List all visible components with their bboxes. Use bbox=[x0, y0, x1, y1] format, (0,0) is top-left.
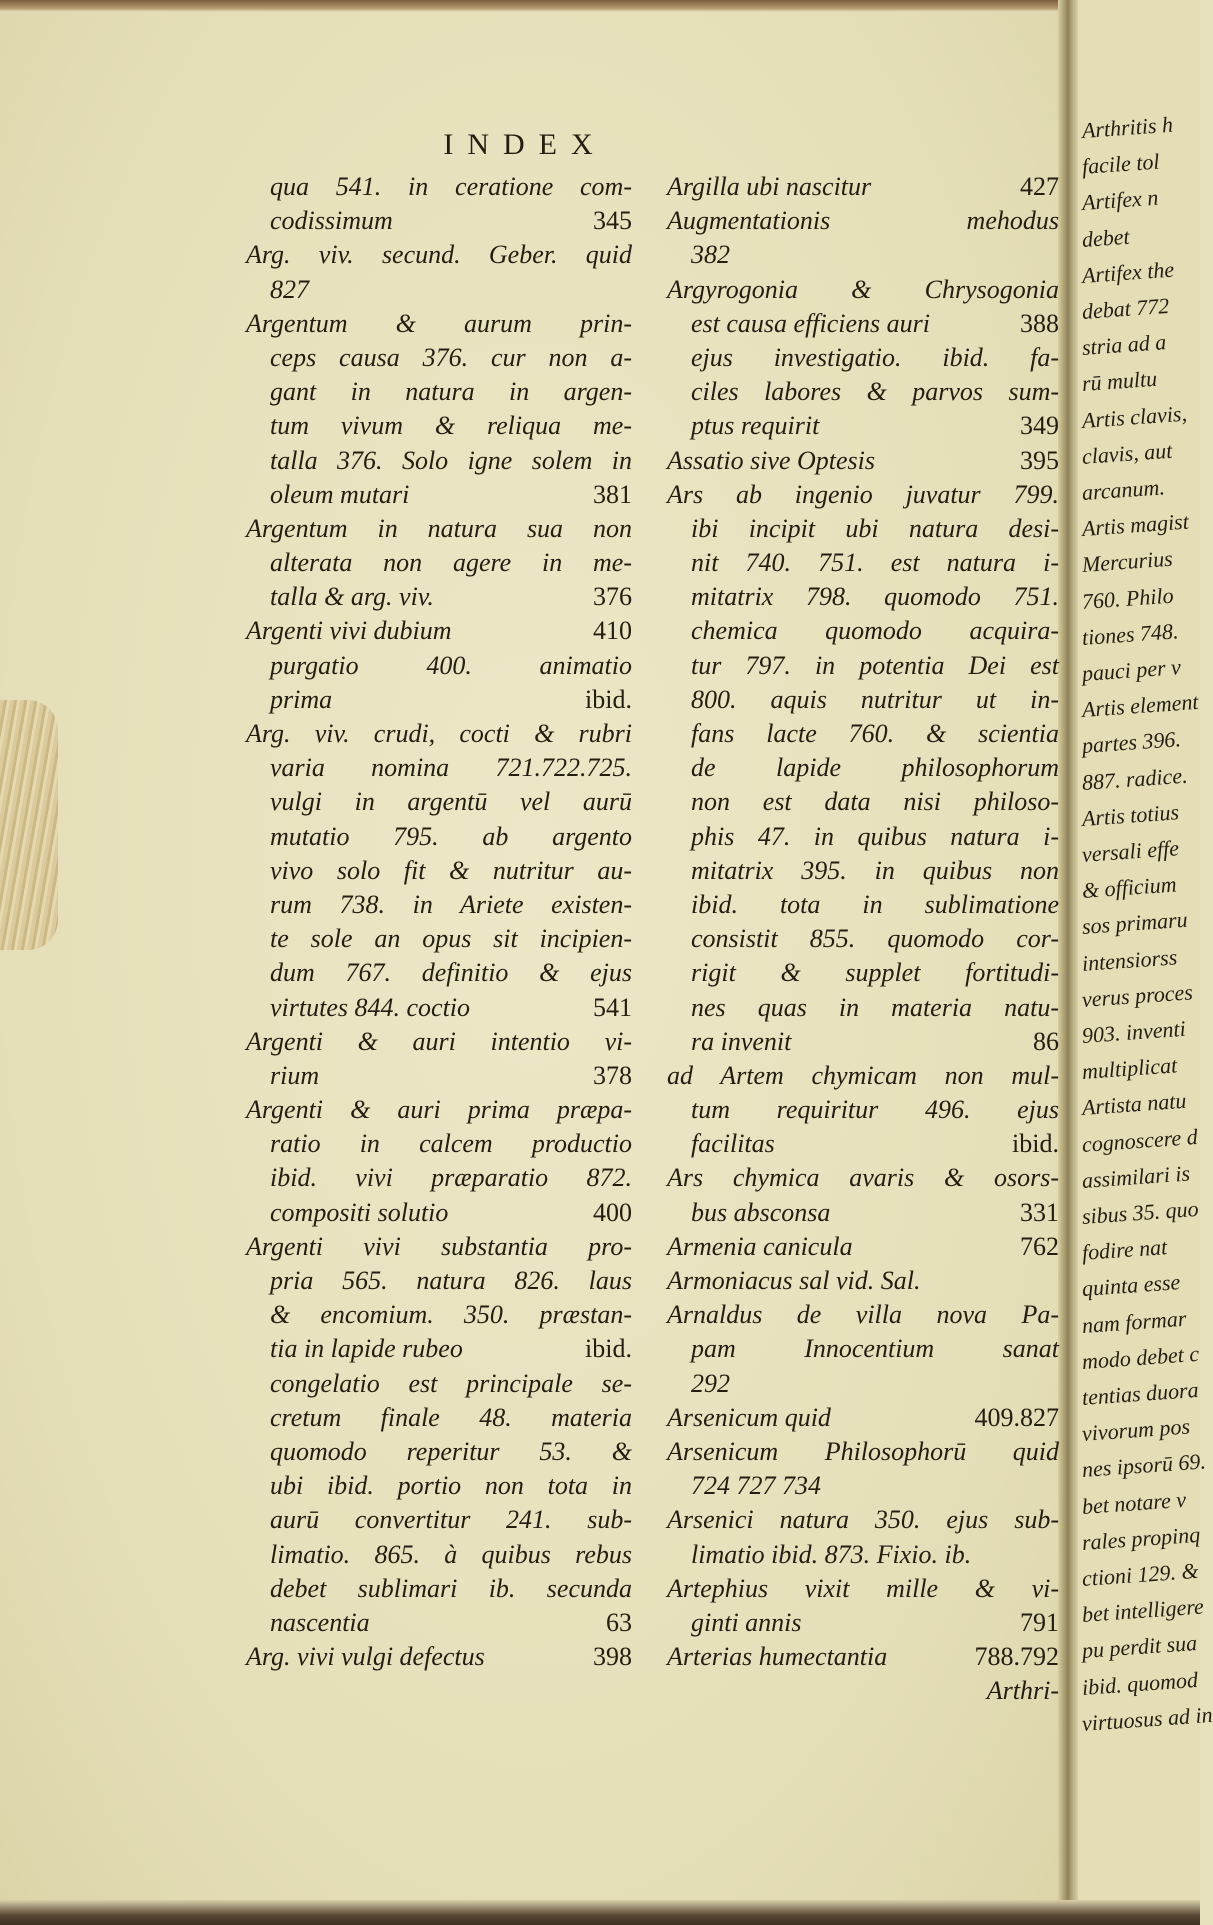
index-entry bbox=[667, 1264, 1059, 1298]
page-reference: 63 bbox=[606, 1607, 632, 1637]
index-entry bbox=[667, 444, 1059, 478]
page-reference: 788.792 bbox=[974, 1642, 1059, 1672]
page-reference: 400 bbox=[593, 1197, 632, 1227]
index-line: Arnaldus de villa nova Pa- bbox=[667, 1300, 1059, 1330]
index-line: gant in natura in argen- bbox=[270, 377, 632, 407]
index-line: congelatio est principale se- bbox=[270, 1368, 632, 1398]
entry-text: Armenia canicula bbox=[667, 1231, 853, 1261]
index-line bbox=[246, 478, 632, 512]
index-line: debet sublimari ib. secunda bbox=[270, 1573, 632, 1603]
index-entry bbox=[246, 307, 632, 512]
index-line: vulgi in argentū vel aurū bbox=[270, 787, 632, 817]
index-line: ad Artem chymicam non mul- bbox=[667, 1060, 1059, 1090]
facing-page-fragment: arcanum. bbox=[1081, 474, 1166, 505]
index-entry bbox=[667, 170, 1059, 204]
index-entry bbox=[667, 1435, 1059, 1503]
index-line: te sole an opus sit incipien- bbox=[270, 924, 632, 954]
entry-text: compositi solutio bbox=[270, 1197, 449, 1227]
index-line bbox=[667, 444, 1059, 478]
index-line: tum requiritur 496. ejus bbox=[691, 1095, 1059, 1125]
index-line: 827 bbox=[270, 274, 309, 304]
facing-page-fragment: nam formar bbox=[1081, 1305, 1188, 1338]
page-reference: 409.827 bbox=[974, 1402, 1059, 1432]
index-line: Armoniacus sal vid. Sal. bbox=[667, 1266, 921, 1295]
index-line bbox=[667, 170, 1059, 204]
facing-page-fragment: verus proces bbox=[1081, 979, 1194, 1012]
facing-page-fragment: rales propinq bbox=[1081, 1521, 1201, 1555]
index-line: Augmentationis mehodus bbox=[667, 206, 1059, 236]
index-entry bbox=[246, 1093, 632, 1230]
index-line: talla 376. Solo igne solem in bbox=[270, 445, 632, 475]
entry-text: codissimum bbox=[270, 206, 393, 236]
index-entry bbox=[667, 1572, 1059, 1640]
index-line: ejus investigatio. ibid. fa- bbox=[691, 342, 1059, 372]
index-line: Argenti & auri intentio vi- bbox=[246, 1026, 632, 1056]
facing-page-fragment: debat 772 bbox=[1081, 292, 1171, 324]
facing-page-fragment: virtuosus ad in bbox=[1081, 1701, 1213, 1736]
book-gutter bbox=[1058, 0, 1080, 1925]
index-line: Argyrogonia & Chrysogonia bbox=[667, 274, 1059, 304]
page-reference: 388 bbox=[1020, 308, 1059, 338]
index-line bbox=[667, 409, 1059, 443]
index-line: chemica quomodo acquira- bbox=[691, 616, 1059, 646]
index-line: purgatio 400. animatio bbox=[270, 650, 632, 680]
index-entry bbox=[667, 1298, 1059, 1401]
index-line: & encomium. 350. præstan- bbox=[270, 1300, 632, 1330]
index-line: limatio. 865. à quibus rebus bbox=[270, 1539, 632, 1569]
index-line: cretum finale 48. materia bbox=[270, 1402, 632, 1432]
index-line: limatio ibid. 873. Fixio. ib. bbox=[691, 1539, 972, 1569]
facing-page-fragment: pu perdit sua bbox=[1081, 1630, 1198, 1664]
index-line: ratio in calcem productio bbox=[270, 1129, 632, 1159]
entry-text: Arterias humectantia bbox=[667, 1642, 888, 1672]
index-line: Argentum in natura sua non bbox=[246, 513, 632, 543]
entry-text: Argenti vivi dubium bbox=[246, 616, 452, 646]
index-line: mutatio 795. ab argento bbox=[270, 821, 632, 851]
index-line: 800. aquis nutritur ut in- bbox=[691, 684, 1059, 714]
page-reference: 410 bbox=[593, 616, 632, 646]
index-line: nit 740. 751. est natura i- bbox=[691, 548, 1059, 578]
index-line bbox=[667, 1127, 1059, 1161]
index-entry bbox=[667, 1640, 1059, 1674]
index-line: de lapide philosophorum bbox=[691, 753, 1059, 783]
facing-page-fragment: & officium bbox=[1081, 871, 1178, 904]
entry-text: talla & arg. viv. bbox=[270, 582, 434, 612]
index-line: 382 bbox=[691, 240, 730, 270]
entry-text: Assatio sive Optesis bbox=[667, 445, 875, 475]
index-line: quomodo reperitur 53. & bbox=[270, 1436, 632, 1466]
facing-page-fragment: modo debet c bbox=[1081, 1340, 1200, 1374]
index-line bbox=[667, 1640, 1059, 1674]
index-line: ibid. vivi præparatio 872. bbox=[270, 1163, 632, 1193]
entry-text: tia in lapide rubeo bbox=[270, 1334, 463, 1364]
index-line: qua 541. in ceratione com- bbox=[270, 172, 632, 201]
index-line: mitatrix 798. quomodo 751. bbox=[691, 582, 1059, 612]
index-line: tum vivum & reliqua me- bbox=[270, 411, 632, 441]
page-reference: 381 bbox=[593, 479, 632, 509]
paper-tab-scrap bbox=[0, 700, 58, 950]
facing-page-fragment: Artis magist bbox=[1081, 508, 1190, 542]
entry-text: nascentia bbox=[270, 1607, 370, 1637]
facing-page-fragment: 903. inventi bbox=[1081, 1015, 1187, 1048]
page-reference: 331 bbox=[1020, 1197, 1059, 1227]
facing-page-fragment: stria ad a bbox=[1081, 329, 1167, 361]
index-column-right bbox=[667, 170, 1059, 1708]
page-reference: 541 bbox=[593, 992, 632, 1022]
facing-page-fragment: 760. Philo bbox=[1081, 582, 1175, 614]
index-line: Arsenici natura 350. ejus sub- bbox=[667, 1505, 1059, 1535]
index-entry bbox=[667, 1401, 1059, 1435]
index-line: Arg. viv. crudi, cocti & rubri bbox=[246, 719, 632, 748]
index-line bbox=[667, 1230, 1059, 1264]
facing-page-fragment: Artifex n bbox=[1081, 185, 1160, 216]
index-line: rum 738. in Ariete existen- bbox=[270, 889, 632, 919]
index-line bbox=[246, 1640, 632, 1674]
index-line: nes quas in materia natu- bbox=[691, 992, 1059, 1022]
entry-text: ptus requirit bbox=[691, 411, 820, 441]
entry-text: facilitas bbox=[691, 1129, 775, 1159]
index-entry bbox=[667, 204, 1059, 272]
index-line bbox=[246, 991, 632, 1025]
facing-page-fragment: ibid. quomod bbox=[1081, 1666, 1199, 1700]
index-line: Arsenicum Philosophorū quid bbox=[667, 1436, 1059, 1466]
facing-page-fragment: facile tol bbox=[1081, 148, 1161, 180]
facing-page-fragment: sos primaru bbox=[1081, 907, 1189, 940]
entry-text: Arg. vivi vulgi defectus bbox=[246, 1642, 485, 1672]
facing-page-fragment: cognoscere d bbox=[1081, 1123, 1199, 1157]
page-reference: 762 bbox=[1020, 1231, 1059, 1261]
entry-text: oleum mutari bbox=[270, 479, 410, 509]
facing-page-fragment: 887. radice. bbox=[1081, 762, 1189, 795]
facing-page-fragment: partes 396. bbox=[1081, 726, 1182, 759]
index-line: 292 bbox=[691, 1368, 730, 1398]
facing-page-fragment: nes ipsorū 69. bbox=[1081, 1448, 1207, 1483]
index-line: Ars chymica avaris & osors- bbox=[667, 1163, 1059, 1193]
index-line: Ars ab ingenio juvatur 799. bbox=[667, 479, 1059, 509]
page-reference: 378 bbox=[593, 1060, 632, 1090]
index-line bbox=[667, 307, 1059, 341]
index-line: mitatrix 395. in quibus non bbox=[691, 855, 1059, 885]
facing-page-fragment: fodire nat bbox=[1081, 1234, 1168, 1266]
page-top-edge bbox=[0, 0, 1200, 12]
facing-page-fragment: vivorum pos bbox=[1081, 1413, 1191, 1447]
facing-page-fragment: debet bbox=[1081, 223, 1131, 252]
index-entry bbox=[667, 478, 1059, 1059]
entry-text: virtutes 844. coctio bbox=[270, 992, 471, 1022]
index-entry bbox=[246, 717, 632, 1025]
facing-page-fragment: Artista natu bbox=[1081, 1088, 1188, 1121]
index-line: aurū convertitur 241. sub- bbox=[270, 1505, 632, 1535]
index-entry bbox=[246, 1230, 632, 1640]
index-line: rigit & supplet fortitudi- bbox=[691, 958, 1059, 988]
index-line: varia nomina 721.722.725. bbox=[270, 753, 632, 783]
index-line: Artephius vixit mille & vi- bbox=[667, 1573, 1059, 1603]
entry-text: Arsenicum quid bbox=[667, 1402, 831, 1432]
facing-page-fragment: Mercurius bbox=[1081, 546, 1174, 578]
index-line: consistit 855. quomodo cor- bbox=[691, 924, 1059, 954]
page-reference: ibid. bbox=[585, 1334, 632, 1364]
page-reference: ibid. bbox=[1012, 1129, 1059, 1159]
index-line: 724 727 734 bbox=[691, 1471, 821, 1501]
entry-text: prima bbox=[270, 684, 333, 714]
index-line: alterata non agere in me- bbox=[270, 548, 632, 578]
page-bottom-edge bbox=[0, 1900, 1200, 1925]
index-line: Argenti & auri prima præpa- bbox=[246, 1095, 632, 1125]
entry-text: bus absconsa bbox=[691, 1197, 831, 1227]
index-entry bbox=[667, 273, 1059, 444]
page-reference: 398 bbox=[593, 1642, 632, 1672]
index-line: ubi ibid. portio non tota in bbox=[270, 1471, 632, 1501]
index-line: non est data nisi philoso- bbox=[691, 787, 1059, 817]
index-entry bbox=[246, 238, 632, 306]
index-entry bbox=[667, 1161, 1059, 1229]
page-reference: 345 bbox=[593, 206, 632, 236]
index-line bbox=[246, 1606, 632, 1640]
facing-page-fragment: Artis clavis, bbox=[1081, 400, 1188, 433]
facing-page-fragment: versali effe bbox=[1081, 835, 1180, 867]
facing-page-fragment: intensiorss bbox=[1081, 943, 1178, 976]
index-line: ibid. tota in sublimatione bbox=[691, 889, 1059, 919]
entry-text: ginti annis bbox=[691, 1607, 802, 1637]
index-line: Argentum & aurum prin- bbox=[246, 308, 632, 338]
index-line: ciles labores & parvos sum- bbox=[691, 377, 1059, 407]
index-line: pria 565. natura 826. laus bbox=[270, 1266, 632, 1295]
facing-page-fragment: bet intelligere bbox=[1081, 1593, 1205, 1628]
facing-page-fragment: tiones 748. bbox=[1081, 618, 1180, 650]
index-line: ceps causa 376. cur non a- bbox=[270, 342, 632, 372]
index-line: ibi incipit ubi natura desi- bbox=[691, 513, 1059, 543]
index-line: fans lacte 760. & scientia bbox=[691, 719, 1059, 748]
page-reference: 376 bbox=[593, 582, 632, 612]
index-entry bbox=[667, 1230, 1059, 1264]
entry-text: Argilla ubi nascitur bbox=[667, 172, 872, 201]
index-line bbox=[667, 1196, 1059, 1230]
page-reference: 86 bbox=[1033, 1026, 1059, 1056]
facing-page-fragment: Artis element bbox=[1081, 689, 1200, 723]
index-line bbox=[667, 1606, 1059, 1640]
index-entry bbox=[246, 512, 632, 615]
index-line bbox=[246, 1196, 632, 1230]
index-entry bbox=[246, 170, 632, 238]
page-reference: 395 bbox=[1020, 445, 1059, 475]
index-line: vivo solo fit & nutritur au- bbox=[270, 855, 632, 885]
index-line bbox=[246, 204, 632, 238]
facing-page bbox=[1078, 0, 1213, 1925]
page-reference: ibid. bbox=[585, 684, 632, 714]
entry-text: est causa efficiens auri bbox=[691, 308, 931, 338]
index-entry bbox=[667, 1503, 1059, 1571]
facing-page-fragment: quinta esse bbox=[1081, 1269, 1181, 1302]
index-line bbox=[246, 683, 632, 717]
index-line bbox=[246, 580, 632, 614]
index-line bbox=[246, 614, 632, 648]
facing-page-fragment: Artis totius bbox=[1081, 799, 1180, 831]
index-line: Arg. viv. secund. Geber. quid bbox=[246, 240, 632, 270]
facing-page-fragment: sibus 35. quo bbox=[1081, 1195, 1200, 1229]
index-line bbox=[667, 1025, 1059, 1059]
page-reference: 791 bbox=[1020, 1607, 1059, 1637]
page-reference: 349 bbox=[1020, 411, 1059, 441]
page-reference: 427 bbox=[1020, 172, 1059, 201]
index-entry bbox=[246, 614, 632, 717]
facing-page-fragment: ctioni 129. & bbox=[1081, 1557, 1200, 1591]
index-line: phis 47. in quibus natura i- bbox=[691, 821, 1059, 851]
facing-page-fragment: clavis, aut bbox=[1081, 437, 1174, 469]
index-column-left bbox=[246, 170, 632, 1674]
index-line: tur 797. in potentia Dei est bbox=[691, 650, 1059, 680]
facing-page-fragment: bet notare v bbox=[1081, 1486, 1187, 1519]
entry-text: ra invenit bbox=[691, 1026, 792, 1056]
entry-text: rium bbox=[270, 1060, 320, 1090]
facing-page-fragment: pauci per v bbox=[1081, 654, 1182, 686]
index-entry bbox=[246, 1025, 632, 1093]
index-line: pam Innocentium sanat bbox=[691, 1334, 1059, 1364]
index-line bbox=[667, 1401, 1059, 1435]
facing-page-fragment: tentias duora bbox=[1081, 1376, 1200, 1410]
catchword: Arthri- bbox=[986, 1676, 1059, 1706]
index-line: dum 767. definitio & ejus bbox=[270, 958, 632, 988]
index-entry bbox=[667, 1059, 1059, 1162]
index-line bbox=[246, 1332, 632, 1366]
page-header: INDEX bbox=[443, 128, 607, 161]
facing-page-fragment: Arthritis h bbox=[1081, 111, 1174, 143]
facing-page-fragment: Artifex the bbox=[1081, 256, 1175, 288]
index-entry bbox=[246, 1640, 632, 1674]
facing-page-fragment: assimilari is bbox=[1081, 1160, 1191, 1193]
index-line bbox=[246, 1059, 632, 1093]
index-line: Argenti vivi substantia pro- bbox=[246, 1231, 632, 1261]
facing-page-fragment: multiplicat bbox=[1081, 1052, 1178, 1085]
facing-page-fragment: rū multu bbox=[1081, 366, 1158, 397]
